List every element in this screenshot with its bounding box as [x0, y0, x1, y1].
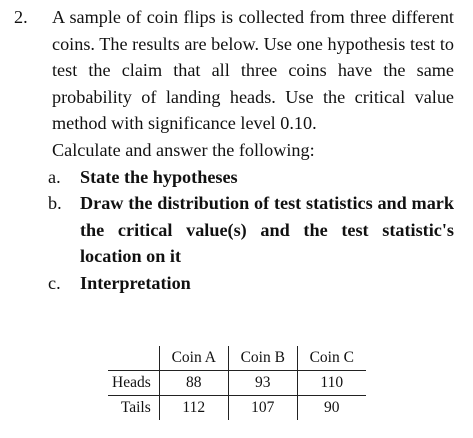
- cell-heads-coin-c: 110: [297, 371, 366, 396]
- cell-tails-coin-c: 90: [297, 396, 366, 421]
- part-b: [48, 190, 454, 270]
- instruction-text: Calculate and answer the following:: [52, 139, 315, 160]
- question-number: 2.: [14, 7, 28, 27]
- table-corner-cell: [108, 346, 159, 371]
- table-header-row: [108, 346, 366, 371]
- part-a-text: State the hypotheses: [80, 166, 238, 187]
- part-b-letter: b.: [48, 193, 62, 214]
- cell-tails-coin-b: 107: [228, 396, 297, 421]
- column-header-coin-c: Coin C: [297, 346, 366, 371]
- part-c-text: Interpretation: [80, 272, 191, 293]
- problem-2: [14, 4, 454, 297]
- table-row-tails: [108, 396, 366, 421]
- part-c-letter: c.: [48, 272, 61, 293]
- column-header-coin-b: Coin B: [228, 346, 297, 371]
- part-c: [48, 270, 454, 297]
- table-row-heads: [108, 371, 366, 396]
- cell-tails-coin-a: 112: [159, 396, 228, 421]
- part-b-text: Draw the distribution of test statistics and mark the critical value(s) and the test statistic's location on it: [80, 193, 454, 267]
- coin-results-table: [108, 346, 366, 420]
- cell-heads-coin-b: 93: [228, 371, 297, 396]
- results-table-wrapper: [108, 346, 366, 420]
- part-a-letter: a.: [48, 166, 61, 187]
- question-stem: A sample of coin flips is collected from three different coins. The results are below. Use one hypothesis test to test the claim that all three coins have the same probability of landing heads. Use the critical value method with significance level 0.10.: [52, 7, 454, 134]
- row-label-heads: Heads: [108, 371, 159, 396]
- part-a: [48, 164, 454, 191]
- cell-heads-coin-a: 88: [159, 371, 228, 396]
- row-label-tails: Tails: [120, 399, 151, 416]
- column-header-coin-a: Coin A: [159, 346, 228, 371]
- question-body: [48, 4, 454, 297]
